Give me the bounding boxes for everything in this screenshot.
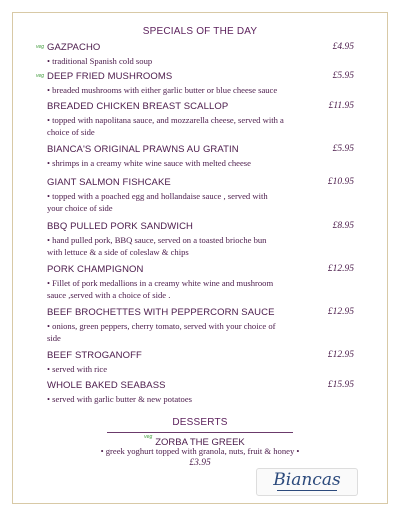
item-price: £15.95 — [327, 380, 354, 390]
item-name: DEEP FRIED MUSHROOMS — [47, 71, 173, 82]
item-price: £12.95 — [327, 264, 354, 274]
item-description: • topped with a poached egg and hollandaise sauce , served with your choice of side — [47, 191, 268, 213]
item-price: £12.95 — [327, 307, 354, 317]
dessert-name: ZORBA THE GREEK — [155, 437, 245, 448]
item-name: BEEF STROGANOFF — [47, 350, 142, 361]
item-price: £5.95 — [332, 71, 354, 81]
logo-underline — [277, 490, 337, 491]
item-name: GIANT SALMON FISHCAKE — [47, 177, 171, 188]
item-price: £11.95 — [328, 101, 354, 111]
item-description: • served with garlic butter & new potatoes — [47, 394, 193, 404]
item-price: £5.95 — [332, 144, 354, 154]
veg-icon: veg — [144, 434, 153, 440]
item-price: £12.95 — [327, 350, 354, 360]
item-name: BBQ PULLED PORK SANDWICH — [47, 221, 193, 232]
veg-icon: veg — [35, 44, 45, 50]
item-description: • breaded mushrooms with either garlic butter or blue cheese sauce — [47, 85, 278, 95]
item-price: £8.95 — [332, 221, 354, 231]
desserts-heading: DESSERTS — [172, 417, 228, 428]
item-description: • shrimps in a creamy white wine sauce with melted cheese — [47, 158, 251, 168]
item-name: BEEF BROCHETTES WITH PEPPERCORN SAUCE — [47, 307, 275, 318]
dessert-description: • greek yoghurt topped with granola, nuts, fruit & honey • — [100, 446, 300, 456]
item-description: • traditional Spanish cold soup — [47, 56, 153, 66]
item-name: WHOLE BAKED SEABASS — [47, 380, 166, 391]
item-name: BIANCA'S ORIGINAL PRAWNS AU GRATIN — [47, 144, 239, 155]
specials-heading: SPECIALS OF THE DAY — [142, 26, 258, 37]
item-description: • served with rice — [47, 364, 108, 374]
dessert-price: £3.95 — [189, 458, 211, 468]
item-name: PORK CHAMPIGNON — [47, 264, 144, 275]
item-name: GAZPACHO — [47, 42, 101, 53]
item-description: • hand pulled pork, BBQ sauce, served on a toasted brioche bun with lettuce & a side of coleslaw & chips — [47, 235, 267, 257]
item-price: £4.95 — [332, 42, 354, 52]
biancas-logo — [256, 468, 358, 496]
item-name: BREADED CHICKEN BREAST SCALLOP — [47, 101, 229, 112]
item-description: • Fillet of pork medallions in a creamy white wine and mushroom sauce ,served with a choice of side . — [47, 278, 274, 300]
item-price: £10.95 — [327, 177, 354, 187]
item-description: • onions, green peppers, cherry tomato, served with your choice of side — [47, 321, 276, 343]
logo-wordmark: Biancas — [273, 470, 341, 490]
veg-icon: veg — [35, 73, 45, 79]
item-description: • topped with napolitana sauce, and mozzarella cheese, served with a choice of side — [47, 115, 284, 137]
